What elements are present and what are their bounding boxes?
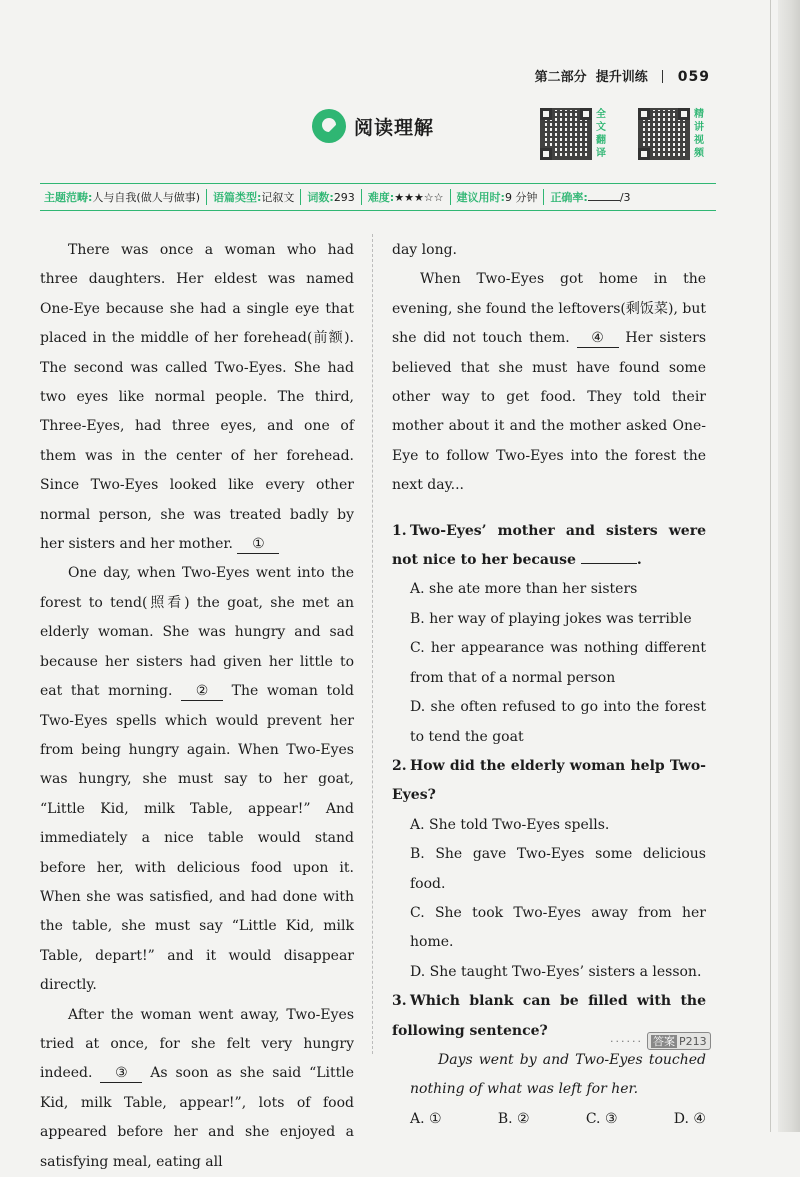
qr-label-video: 精讲视频 [694, 109, 704, 159]
column-divider [372, 234, 373, 1054]
header-separator [662, 70, 663, 83]
question-3-choices [392, 1105, 706, 1134]
info-bar [40, 183, 716, 211]
passage-left-column [40, 236, 354, 1177]
passage-paragraph-2: One day, when Two-Eyes went into the forest to tend(照看) the goat, she met an elderly woman. She was hungry and sad because her sisters had given her little to eat that morning. ② The woman told Two-Eyes spells which would prevent her from being hungry again. When Two-Eyes was hungry, she must say to her goat, “Little Kid, milk Table, appear!” And immediately a nice table would stand before her, with delicious food upon it. When she was satisfied, and had done with the table, she must say “Little Kid, milk Table, depart!” and it would disappear directly. [40, 565, 355, 994]
answer-page-badge: 答案 P213 [647, 1032, 711, 1050]
reading-logo-icon [312, 109, 346, 143]
running-header [520, 66, 710, 86]
info-theme: 主题范畴:人与自我(做人与做事) [40, 189, 207, 205]
question-2-stem: 2. How did the elderly woman help Two-Eyes? [392, 757, 706, 804]
qr-label-translation: 全文翻译 [596, 109, 606, 159]
passage-paragraph-1: There was once a woman who had three daughters. Her eldest was named One-Eye because she had a single eye that placed in the middle of her forehead(前额). The second was called Two-Eyes. She had two eyes like normal people. The third, Three-Eyes, had three eyes, and one of them was in the center of her forehead. Since Two-Eyes looked like every other normal person, she was treated badly by her sisters and her mother. ① [40, 242, 354, 553]
question-3-stem: 3. Which blank can be filled with the following sentence? [392, 993, 706, 1039]
question-3-sentence: Days went by and Two-Eyes touched nothing of what was left for her. [410, 1051, 706, 1098]
header-section: 第二部分 [534, 70, 587, 85]
page-edge-line [770, 0, 771, 1132]
passage-paragraph-3: After the woman went away, Two-Eyes tried at once, for she felt very hungry indeed. ③ As soon as she said “Little Kid, milk Table, appear!”, lots of food appeared before her and she enjoyed a satisfying meal, eating all [40, 1006, 355, 1170]
question-1-option-b[interactable]: B. her way of playing jokes was terrible [410, 610, 692, 627]
blank-4: ④ [577, 329, 619, 348]
blank-3: ③ [100, 1064, 142, 1083]
question-2-option-d[interactable]: D. She taught Two-Eyes’ sisters a lesson. [410, 963, 702, 980]
question-2-option-c[interactable]: C. She took Two-Eyes away from her home. [410, 904, 706, 951]
passage-right-column [392, 236, 706, 1134]
question-3-choice-b[interactable]: B. ② [497, 1110, 530, 1127]
question-2-option-a[interactable]: A. She told Two-Eyes spells. [410, 816, 610, 833]
question-1-option-d[interactable]: D. she often refused to go into the forest to tend the goat [410, 699, 706, 745]
page-number: 059 [677, 69, 710, 85]
info-genre: 语篇类型:记叙文 [207, 189, 301, 205]
question-1-option-a[interactable]: A. she ate more than her sisters [410, 581, 638, 598]
blank-1: ① [237, 535, 279, 554]
question-2-option-b[interactable]: B. She gave Two-Eyes some delicious food. [410, 846, 706, 892]
question-1-blank [581, 549, 637, 564]
page-edge-shadow [778, 0, 800, 1132]
section-title-text: 阅读理解 [354, 116, 435, 139]
passage-paragraph-3-end: day long. [392, 242, 458, 258]
qr-code-video[interactable] [638, 108, 690, 160]
question-1-stem: 1. Two-Eyes’ mother and sisters were not nice to her because . [392, 522, 706, 569]
passage-paragraph-4: When Two-Eyes got home in the evening, she found the leftovers(剩饭菜), but she did not touch them. ④ Her sisters believed that she must have found some other way to get food. They told their mother about it and the mother asked One-Eye to follow Two-Eyes into the forest the next day... [392, 271, 707, 494]
blank-2: ② [181, 682, 223, 701]
info-accuracy: 正确率: /3 [550, 191, 631, 204]
info-difficulty: 难度:★★★☆☆ [362, 189, 451, 205]
qr-code-translation[interactable] [540, 108, 592, 160]
section-title [312, 108, 434, 144]
info-time: 建议用时:9 分钟 [451, 189, 545, 205]
question-3-choice-a[interactable]: A. ① [410, 1110, 442, 1127]
question-1-option-c[interactable]: C. her appearance was nothing different from that of a normal person [410, 640, 706, 686]
question-3-choice-c[interactable]: C. ③ [585, 1110, 618, 1127]
info-word-count: 词数:293 [301, 189, 361, 205]
answer-reference: ······ 答案 P213 [610, 1032, 711, 1050]
header-chapter: 提升训练 [595, 70, 648, 85]
question-3-choice-d[interactable]: D. ④ [673, 1110, 706, 1127]
